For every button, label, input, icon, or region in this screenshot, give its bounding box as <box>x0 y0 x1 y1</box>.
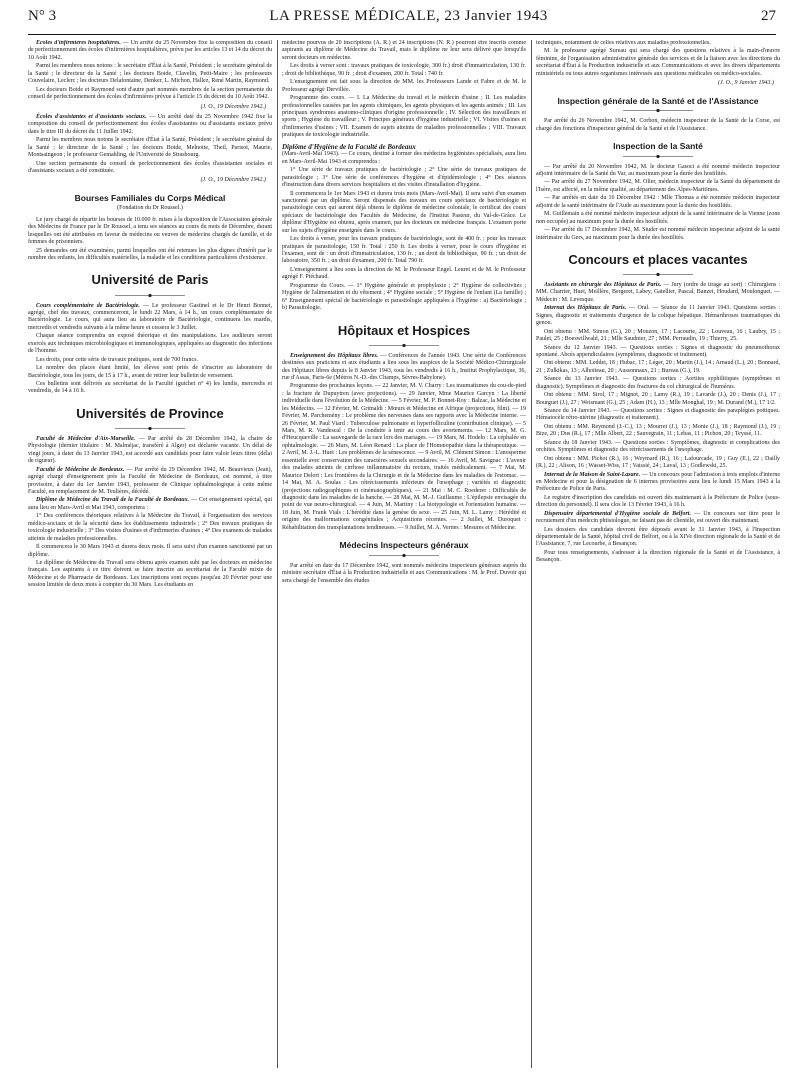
article-paragraph: — Par arrêté du 27 Novembre 1942, M. Olier, médecin inspecteur de la Santé du département de l'Isère, est affecté, en la même qualité, au département des Alpes-Maritimes. <box>536 179 780 193</box>
page-header <box>28 8 776 35</box>
article-runin: Enseignement des Hôpitaux libres. <box>290 352 379 359</box>
article-paragraph: Pour tous renseignements, s'adresser à la direction régionale de la Santé et de l'Assistance, à Besançon. <box>536 549 780 564</box>
ornament-rule <box>623 154 693 159</box>
column-right <box>536 40 780 1068</box>
article-paragraph: médecine pourvus de 20 inscriptions (A. R.) et 24 inscriptions (N. R.) pourront être inscrits comme aspirants au diplôme de Médecine du Travail, mais le diplôme ne leur sera délivré que lorsqu'ils seront docteurs en médecine. <box>282 40 526 61</box>
article-runin: Internat des Hôpitaux de Paris. <box>544 305 627 312</box>
page-number: 27 <box>761 8 776 24</box>
article-paragraph: Cours complémentaire de Bactériologie. — Le professeur Gastinel et le Dr Henri Bonnet, agrégé, chef des travaux, commenceront, le lundi 22 Mars, à 14 h., un cours complémentaire de Bactériologie. Le cours, qui aura lieu au laboratoire de Bactériologie, continuera les mardis, mercredis et vendredis suivants à la même heure et cessera le 3 Juillet. <box>28 302 272 331</box>
article-paragraph: 1° Une série de travaux pratiques de bactériologie ; 2° Une série de travaux pratiques de parasitologie ; 3° Une série de conférences d'hygiène et d'épidémiologie ; 4° Des séances d'instruction dans divers services hospitaliers et des visites d'installation d'hygiène. <box>282 167 526 189</box>
article-paragraph: Les droits à verser, pour les travaux pratiques de bactériologie, sont de 400 fr. ; pour les travaux pratiques de parasitologie, 150 fr. Total : 250 fr. Les droits à verser, pour le cours d'hygiène et l'examen, sont de : un droit d'immatriculation, 130 fr. ; un droit de bibliothèque, 90 fr. ; un droit de laboratoire, 350 fr. ; un droit d'examen, 200 fr. Total 790 fr. <box>282 236 526 265</box>
issue-number: N° 3 <box>28 8 57 24</box>
ornament-rule <box>115 293 185 298</box>
article-paragraph: Faculté de Médecine de Bordeaux. — Par arrêté du 29 Décembre 1942, M. Beauvieux (Jean), agrégé chargé d'enseignement près la Faculté de Médecine de Bordeaux, est nommé, à titre provisoire, à dater du 1er Janvier 1943, professeur de Clinique ophtalmologique à cette même Faculté, en remplacement de M. Teulières, décédé. <box>28 466 272 495</box>
section-heading: Inspection générale de la Santé et de l'Assistance <box>557 95 759 106</box>
article-paragraph: — Par arrêté du 17 Décembre 1942, M. Studer est nommé médecin inspecteur adjoint de la santé intérimaire du Gers, au maximum pour la durée des hostilités. <box>536 227 780 241</box>
article-paragraph: Parmi les membres nous notons : le secrétaire d'État à la Santé, Président ; le secrétaire général de la Santé ; le directeur de la Santé ; les docteurs Boide, Clavelin, Petit-Maire ; les professeurs Couvelaire, Leclerc ; les docteurs Delafontaine, Denker, L. Michon, Hallez, René Martin, Raymond. <box>28 63 272 85</box>
source-citation: (J. O., 9 Janvier 1943.) <box>718 80 774 87</box>
article-paragraph: L'enseignement a lieu sous la direction de M. le Professeur Engel. Leuret et de M. le Professeur agrégé F. Piéchaud. <box>282 266 526 281</box>
article-paragraph: Ont obtenu : MM. Leddet, 18 ; Hubac, 17 ; Léger, 20 ; Martin (J.), 14 ; Arnaud (L.), 20 ; Bonnard, 21 ; Zulkikas, 13 ; Alhoiteau, 20 ; Aussonnaux, 21 ; Bureau (G.), 19. <box>536 360 780 374</box>
column-rule <box>531 40 532 1068</box>
article-paragraph: Dispensaire départemental d'Hygiène sociale de Belfort. — Un concours sur titre pour le recrutement d'un médecin phtisiologue, ne faisant pas de clientèle, est ouvert dès maintenant. <box>536 510 780 525</box>
article-paragraph: techniques, notamment de celles relatives aux maladies professionnelles. <box>536 40 711 46</box>
article-paragraph: Ont obtenu : MM. Pichot (R.), 16 ; Weymard (R.), 16 ; Lafourcade, 19 ; Guy (E.), 22 ; Dailly (R.), 22 ; Alison, 16 ; Wasset-Wiss, 17 ; Vaissié, 24 ; Laval, 13 ; Godlewski, 25. <box>536 455 780 470</box>
article-runin: Diplôme de Médecine du Travail de la Faculté de Bordeaux. <box>36 497 190 504</box>
article-paragraph: Les dossiers des candidats devront être déposés avant le 31 Janvier 1943, à l'Inspection départementale de la Santé, hôpital civil de Belfort, ou à la XIVe direction régionale de la Santé et de l'Assistance, 7, rue Lecourbe, à Besançon. <box>536 526 780 548</box>
article-paragraph: Les docteurs Boide et Raymond sont d'autre part nommés membres de la section permanente du conseil de perfectionnement des écoles d'infirmières prévue à l'article 15 du décret du 10 Août 1942. <box>28 86 272 101</box>
section-subheading: (Fondation du Dr Roussel.) <box>117 205 183 212</box>
article-paragraph: Programme du Cours. — 1° Hygiène générale et prophylaxie ; 2° Hygiène de collectivités ; Hygiène de l'alimentation et du vêtement ; 4° Hygiène sociale ; 5° Hygiène de l'enfant (La famille) ; 6° Enseignement spécial de bactériologie et parasitologie appliquées à l'hygiène : a) Bactériologie ; b) Parasitologie. <box>282 282 526 312</box>
article-paragraph: Séance du 18 Janvier 1943. — Questions sorties : Symptômes, diagnostic et complications des orchites. Symptômes et diagnostic des rétrécissements de l'œsophage. <box>536 439 780 454</box>
article-paragraph: Assistants en chirurgie des Hôpitaux de Paris. — Jury (ordre de tirage au sort) : Chirurgiens : MM. Charrier, Huet, Meillère, Bergeret, Labey, Gatellier, Pascal, Banzet, Houdard, Moulonguet. — Médecin : M. Levesque. <box>536 282 780 303</box>
article-paragraph: Programme des cours. — I. La Médecine du travail et le médecin d'usine ; II. Les maladies professionnelles causées par les agents chimiques, les agents physiques et les agents animés ; III. Les principaux syndromes anatomo-cliniques d'origine professionnelle ; IV. Sélection des travailleurs et sports ; Hygiène du travailleur ; V. Principes généraux d'hygiène industrielle ; VI. Visites d'usines et d'infirmeries d'usines ; VII. Examen de sujets atteints de maladies professionnelles ; VIII. Travaux pratiques de toxicologie industrielle. <box>282 95 526 139</box>
article-runin: Dispensaire départemental d'Hygiène sociale de Belfort. <box>544 510 691 517</box>
ornament-rule <box>115 426 185 431</box>
article-runin: Diplôme d'Hygiène de la Faculté de Bordeaux <box>282 142 416 151</box>
article-paragraph: — Par arrêtés en date du 16 Décembre 1942 : Mlle Thomas a été nommée médecin inspecteur adjoint de la santé intérimaire de l'Aude au maximum pour la durée des hostilités. <box>536 195 780 209</box>
article-paragraph: Chaque séance comprendra un exposé théorique et des manipulations. Les auditeurs seront exercés aux techniques microbiologiques et immunologiques, appliquées au diagnostic des infections de l'homme. <box>28 333 272 355</box>
ornament-rule <box>369 553 439 558</box>
article-paragraph: Il commencera le 30 Mars 1943 et durera deux mois. Il sera suivi d'un examen sanctionné par un diplôme. <box>28 544 272 558</box>
article-paragraph: Internat de la Maison de Saint-Lazare. — Un concours pour l'admission à trois emplois d'interne en Médecine et pour la désignation de 6 internes provisoires aura lieu le lundi 15 Mars 1943 à la Préfecture de Police de Paris. <box>536 471 780 493</box>
section-heading: Hôpitaux et Hospices <box>337 322 471 338</box>
article-paragraph: Enseignement des Hôpitaux libres. — Conférences de l'année 1943. Une série de Conférences destinées aux praticiens et aux étudiants a lieu sous les auspices de la Société Médico-Chirurgicale des Hôpitaux libres depuis le 8 Janvier 1943, tous les vendredis à 16 h., Institut Prophylactique, 36, rue d'Assas, Paris-6e (Métros N.-D.-des Champs, Sèvres-Babylone). <box>282 352 526 381</box>
article-paragraph: Séance du 12 Janvier 1943. — Questions sorties : Signes et diagnostic du pneumothorax spontané. Abcès appendiculaires (symptômes, diagnostic et traitement). <box>536 344 780 358</box>
article-paragraph: Il commencera le 1er Mars 1943 et durera trois mois (Mars-Avril-Mai). Il sera suivi d'un examen sanctionné par un diplôme. Seront dispensés des travaux en cours spéciaux de bactériologie et parasitologie ceux qui auront déjà obtenu le diplôme de médecine coloniale, le certificat des cours spéciaux de bactériologie des Facultés de Médecine, de l'Institut Pasteur, du Val-de-Grâce. Le diplôme d'Hygiène est obtenu, après examen, par les docteurs en médecine français. L'examen porte sur les sujets d'hygiène enseignés dans le cours. <box>282 190 526 234</box>
ornament-rule <box>623 108 693 113</box>
article-paragraph: Le registre d'inscription des candidats est ouvert dès maintenant à la Préfecture de Police (sous-direction du personnel). Il sera clos le 13 Février 1943, à 16 h. <box>536 494 780 509</box>
column-left <box>28 40 272 1068</box>
section-heading: Inspection de la Santé <box>613 141 703 152</box>
source-citation: (J. O., 19 Décembre 1942.) <box>200 177 266 184</box>
column-rule <box>277 40 278 1068</box>
article-paragraph: M. le professeur agrégé Sureau qui sera chargé des questions relatives à la main-d'œuvre féminine, de l'organisation administrative générale des services et de la liaison avec les directions du secrétariat d'État à la Production industrielle et aux Communications et avec les divers départements ministériels ou tous autres organismes intéressés aux questions médicales ou médico-sociales. <box>536 48 780 77</box>
article-paragraph: M. Guillemain a été nommé médecin inspecteur adjoint de la santé intérimaire de la Vienne (zone non occupée) au maximum pour la durée des hostilités. <box>536 211 780 225</box>
article-paragraph: Les droits, pour cette série de travaux pratiques, sont de 700 francs. <box>36 356 198 363</box>
article-runin: Faculté de Médecine de Bordeaux. <box>36 466 125 473</box>
section-heading: Université de Paris <box>91 272 209 288</box>
article-runin: Assistants en chirurgie des Hôpitaux de Paris. <box>544 282 662 289</box>
article-paragraph: Programme des prochaines leçons. — 22 Janvier, M. V. Charry : Les traumatismes du cou-de-pied : la fracture de Dupuytren (avec projections). — 29 Janvier, Mme Maurice Garcyn : La liberté individuelle dans l'évolution de la Médecine. — 5 Février, M. P. Bonnet-Roy : Balzac, la Médecine et les Médecins. — 12 Février, M. Grimaldi : Mœurs et Médecine en Afrique (projections, film). — 19 Février, M. Parchemény : Le problème des nerveuses dans ses rapports avec la Médecine interne. — 26 Février, M. Paul Viard : Tuberculose pulmonaire et hyperfolliculine (contribution clinique). — 5 Mars, M. R. Vandescal : De la conduite à tenir au cours des avortements. — 12 Mars, M. G. d'Heucqueville : La sauvegarde de la race lors des mariages. — 19 Mars, M. Hodelo : La céphalée en ophtalmologie. — 26 Mars, M. Léon Renard : La place de l'Homœopathie dans la thérapeutique. — 2 Avril, M. J.-L. Huet : Les problèmes de la sénescence. — 9 Avril, M. Clément Simon : L'anosperme essentielle avec conservation des caractères sexuels secondaires. — 16 Avril, M. Savignac : L'avenir des malades atteints de cirrhose inflammatoire du rectum, traités médicalement. — 7 Mai, M. Maurice Delort : Les frontières de la Chirurgie et de la Médecine dans les maladies de l'estomac. — 14 Mai, M. A. Soulas : Les rétrécissements inférieurs de l'œsophage ; variétés et diagnostic (projections radiographiques et cinématographiques). — 21 Mai : M. C. Roederer : Difficultés de diagnostic dans les maladies de la hanche. — 28 Mai, M. M.-J. Guillaume : L'épilepsie envisagée du point de vue neuro-chirurgical. — 4 Juin, M. Martiny : La biotypologie et l'orientation humaine. — 18 Juin, M. Frank Vials : L'hérédité dans la genèse du sexe. — 25 Juin, M. L. Lamy : Hérédité et origine des malformations congénitales ; Acquisitions récentes. — 2 Juillet, M. Duroquet : Réhabilitation des transplantations tendineuses. — 9 Juillet, M. A. Vernes : Mesures et Médecine. <box>282 383 526 531</box>
article-paragraph: Le nombre des places étant limité, les élèves sont priés de s'inscrire au laboratoire de Bactériologie, tous les jours, de 15 à 17 h., avant de retirer leur bulletin de versement. <box>28 365 272 379</box>
article-paragraph: Ont obtenu : MM. Reymond (J.-C.), 13 ; Mourret (J.), 13 ; Monie (J.), 18 ; Raymond (J.), 19 ; Bize, 20 ; Dus (R.), 17 ; Mlle Albert, 22 ; Sauvegrain, 11 ; Lebas, 11 ; Pichon, 20 ; Teyssé, 11. <box>536 423 780 438</box>
article-paragraph: Séance du 14 Janvier 1943. — Questions sorties : Signes et diagnostic des paraplégies pottiques. Hématocèle rétro-utérine (diagnostic et traitement). <box>536 408 780 422</box>
article-paragraph: Par arrêté du 26 Novembre 1942, M. Corbon, médecin inspecteur de la Santé de la Corse, est chargé des fonctions d'inspecteur général de la Santé et de l'Assistance. <box>536 118 780 132</box>
ornament-rule <box>623 272 693 277</box>
article-paragraph: Parmi les membres nous notons le secrétaire d'État à la Santé, Président ; le secrétaire général de la Santé ; le directeur de la Santé ; les docteurs Boide, Melnotte, Theil, Parisot, Maurie, Montsaingeon ; le professeur Gemahling, de l'Université de Strasbourg. <box>28 137 272 159</box>
journal-title: LA PRESSE MÉDICALE, 23 Janvier 1943 <box>269 8 548 24</box>
article-runin: Faculté de Médecine d'Aix-Marseille. <box>36 435 136 442</box>
article-paragraph: Ont obtenu : MM. Simon (G.), 20 ; Mouzon, 17 ; Lacourte, 22 ; Louveau, 16 ; Laubry, 15 ; Paulet, 25 ; Boeswillwald, 21 ; Mlle Saudnier, 27 ; MM. Perraudin, 19 ; Thierry, 25. <box>536 328 780 343</box>
article-paragraph: (Mars-Avril-Mai 1943). — Ce cours, destiné à former des médecins hygiénistes spécialisés, aura lieu en Mars-Avril-Mai 1943 et comprendra : <box>282 151 526 165</box>
article-paragraph: L'enseignement est fait sous la direction de MM. les Professeurs Lande et Fabre et de M. le Professeur agrégé Dervillée. <box>282 79 526 93</box>
article-runin: Cours complémentaire de Bactériologie. <box>36 302 140 309</box>
article-paragraph: 25 demandes ont été examinées, parmi lesquelles ont été retenues les plus dignes d'intérêt par le nombre des enfants, les difficultés matérielles, la maladie et les conditions particulières d'existence. <box>28 247 272 262</box>
article-paragraph: Par arrêté en date du 17 Décembre 1942, sont nommés médecins inspecteurs généraux auprès du ministre secrétaire d'État à la Production industrielle et aux Communications : M. le Prof. Duvoir qui sera chargé de l'ensemble des études <box>282 562 526 584</box>
article-paragraph: Une section permanente du conseil de perfectionnement des écoles d'assistantes sociales et d'assistants sociaux a été constituée. <box>28 160 272 174</box>
section-heading: Médecins Inspecteurs généraux <box>339 540 469 551</box>
article-paragraph: Écoles d'assistantes et d'assistants sociaux. — Un arrêté daté du 25 Novembre 1942 fixe la composition du conseil de perfectionnement des écoles d'assistantes ou d'assistants sociaux prévu dans le titre III du décret du 11 Juillet 1942. <box>28 113 272 135</box>
section-heading: Bourses Familiales du Corps Médical <box>74 192 226 203</box>
article-runin: Écoles d'infirmières hospitalières. <box>36 40 121 46</box>
column-middle <box>282 40 526 1068</box>
source-citation: (J. O., 19 Décembre 1942.) <box>200 103 266 110</box>
article-paragraph: Internat des Hôpitaux de Paris. — Oral. — Séance du 11 Janvier 1943. Questions sorties : Signes, diagnostic et traitements d'urgence de la colique hépatique. Hémarthroses traumatiques du genou. <box>536 305 780 327</box>
article-paragraph: Le jury chargé de répartir les bourses de 10.000 fr. mises à la disposition de l'Association générale des Médecins de France par le Dr Roussel, a tenu ses séances au cours du mois de Décembre, durant lesquelles ont été attribuées en faveur de médecins ou veuves de médecins chargés de famille, et de femmes de prisonniers. <box>28 216 272 246</box>
article-paragraph: 1° Des conférences théoriques relatives à la Médecine du Travail, à l'organisation des services médico-sociaux et de la sécurité dans les établissements industriels ; 2° Des travaux pratiques de toxicologie industrielle ; 3° Des visites d'usines et d'infirmeries d'usines ; 4° Des examens de malades atteints de maladies professionnelles. <box>28 513 272 542</box>
article-paragraph: Faculté de Médecine d'Aix-Marseille. — Par arrêté du 28 Décembre 1942, la chaire de Physiologie (dernier titulaire : M. Malméjac, transféré à Alger) est déclarée vacante. Un délai de vingt jours, à dater du 13 Janvier 1943, est accordé aux candidats pour faire valoir leurs titres (délai de rigueur). <box>28 435 272 465</box>
article-paragraph: Ont obtenu : MM. Sirol, 17 ; Mignot, 20 ; Lamy (R.), 19 ; Lavarde (J.), 20 ; Denis (J.), 17 ; Bourguet (J.), 27 ; Weismant (G.), 25 ; Adam (H.), 13 ; Mlle Monghal, 19 ; M. Durand (M.), 17 1/2. <box>536 392 780 406</box>
article-paragraph: — Par arrêté du 20 Novembre 1942, M. le docteur Gasoci a été nommé médecin inspecteur adjoint intérimaire de la Santé du Var, au maximum pour la durée des hostilités. <box>536 163 780 177</box>
article-paragraph: Diplôme de Médecine du Travail de la Faculté de Bordeaux. — Cet enseignement spécial, qui aura lieu en Mars-Avril et Mai 1943, comportera : <box>28 497 272 511</box>
article-paragraph: Écoles d'infirmières hospitalières. — Un arrêté du 25 Novembre fixe la composition du conseil de perfectionnement des écoles d'infirmières hospitalières, prévu par les articles 13 et 14 du décret du 10 Août 1942. <box>28 40 272 61</box>
ornament-rule <box>369 343 439 348</box>
section-heading: Universités de Province <box>76 405 224 421</box>
article-paragraph: Séance du 13 Janvier 1943. — Questions sorties : Aortites syphilitiques (symptômes et diagnostic). Symptômes et diagnostic des fractures du col chirurgical de l'humérus. <box>536 376 780 390</box>
article-paragraph: Le diplôme de Médecine du Travail sera obtenu après examen subi par les docteurs en médecine français. Les aspirants à ce titre doivent se faire inscrire au secrétariat de la Faculté mixte de Médecine et de Pharmacie de Bordeaux. Les inscriptions sont reçues jusqu'au 20 Février pour une session limitée de deux mois à compter du 30 Mars. Les étudiants en <box>28 559 272 589</box>
article-paragraph: Ces bulletins sont délivrés au secrétariat de la Faculté (guichet n° 4) les lundis, mercredis et vendredis, de 14 à 16 h. <box>28 380 272 395</box>
section-heading: Concours et places vacantes <box>568 251 748 267</box>
article-runin: Internat de la Maison de Saint-Lazare. <box>544 471 641 478</box>
article-runin: Écoles d'assistantes et d'assistants sociaux. <box>36 113 147 120</box>
article-paragraph: Les droits à verser sont : travaux pratiques de toxicologie, 300 fr.) droit d'immatriculation, 130 fr. ; droit de bibliothèque, 90 fr. ; droit d'examen, 200 fr. Total : 740 fr. <box>282 63 526 77</box>
